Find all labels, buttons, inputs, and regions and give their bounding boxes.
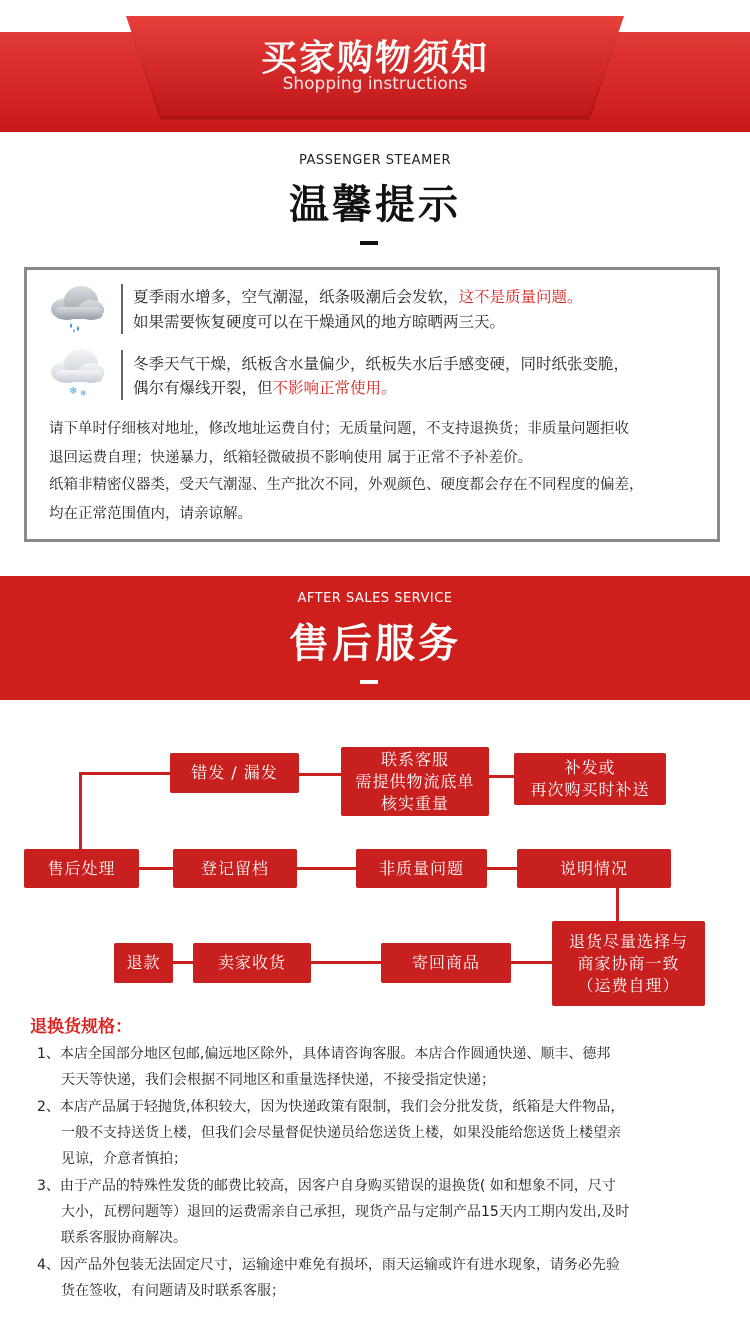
rule-item-4: 4、因产品外包装无法固定尺寸，运输途中难免有损坏，雨天运输或许有进水现象，请务必先验 货在签收，有问题请及时联系客服；: [37, 1257, 620, 1299]
banner-subtitle: Shopping instructions: [282, 74, 468, 94]
header-banner: [0, 0, 750, 132]
svg-text:❄: ❄: [69, 386, 78, 397]
address-notice: 请下单时仔细核对地址，修改地址运费自付；无质量问题，不支持退换货；非质量问题拒收 退回运费自理；快递暴力，纸箱轻微破损不影响使用 属于正常不予补差价。: [49, 421, 629, 466]
quality-notice: 纸箱非精密仪器类，受天气潮湿、生产批次不同，外观颜色、硬度都会存在不同程度的偏差， 均在正常范围值内，请亲谅解。: [49, 477, 644, 522]
summer-note-line2: 如果需要恢复硬度可以在干燥通风的地方晾晒两三天。: [133, 313, 506, 331]
winter-highlight: 不影响正常使用。: [272, 379, 397, 397]
send-back-box: 寄回商品: [381, 943, 511, 983]
rule-item-1: 1、本店全国部分地区包邮,偏远地区除外，具体请咨询客服。本店合作圆通快递、顺丰、德邦 天天等快递，我们会根据不同地区和重量选择快递，不接受指定快递；: [37, 1046, 611, 1088]
refund-box: 退款: [114, 943, 173, 983]
contact-service-box: 联系客服 需提供物流底单 核实重量: [341, 747, 489, 816]
non-quality-box: 非质量问题: [356, 849, 487, 888]
banner-title: 买家购物须知: [260, 38, 489, 79]
svg-text:❄: ❄: [80, 389, 87, 398]
notice-box: [24, 267, 720, 542]
after-sales-handle-box: 售后处理: [24, 849, 139, 888]
rule-item-2: 2、本店产品属于轻抛货,体积较大，因为快递政策有限制，我们会分批发货，纸箱是大件物品， 一般不支持送货上楼，但我们会尽量督促快递员给您送货上楼，如果没能给您送货上楼望亲 见谅，介意者慎拍；: [37, 1099, 625, 1167]
after-sales-heading-en: AFTER SALES SERVICE: [297, 591, 453, 606]
divider-line: [121, 284, 123, 334]
rain-cloud-icon: [47, 283, 107, 333]
heading-divider: [360, 680, 378, 684]
snow-cloud-icon: [47, 348, 107, 398]
resend-box: 补发或 再次购买时补送: [514, 753, 666, 805]
summer-note-line1: 夏季雨水增多，空气潮湿，纸条吸潮后会发软，这不是质量问题。: [133, 288, 583, 306]
wrong-missing-box: 错发 / 漏发: [170, 753, 299, 793]
summer-highlight: 这不是质量问题。: [458, 288, 583, 306]
notice-heading-en: PASSENGER STEAMER: [298, 153, 452, 168]
divider-line: [121, 350, 123, 400]
winter-note-line1: 冬季天气干燥，纸板含水量偏少，纸板失水后手感变硬，同时纸张变脆，: [133, 355, 630, 373]
explain-box: 说明情况: [517, 849, 671, 888]
return-rules-title: 退换货规格：: [30, 1017, 132, 1037]
register-box: 登记留档: [173, 849, 297, 888]
after-sales-heading-cn: 售后服务: [289, 621, 461, 667]
winter-note-line2: 偶尔有爆线开裂，但不影响正常使用。: [133, 379, 397, 397]
seller-receive-box: 卖家收货: [193, 943, 311, 983]
notice-heading-cn: 温馨提示: [289, 182, 461, 228]
return-negotiate-box: 退货尽量选择与 商家协商一致 （运费自理）: [552, 921, 705, 1006]
heading-divider: [360, 241, 378, 245]
rule-item-3: 3、由于产品的特殊性发货的邮费比较高，因客户自身购买错误的退换货( 如和想象不同，尺寸 大小，瓦楞问题等）退回的运费需亲自己承担，现货产品与定制产品15天内工期内发出,及时 联系客服协商解决。: [37, 1178, 630, 1246]
